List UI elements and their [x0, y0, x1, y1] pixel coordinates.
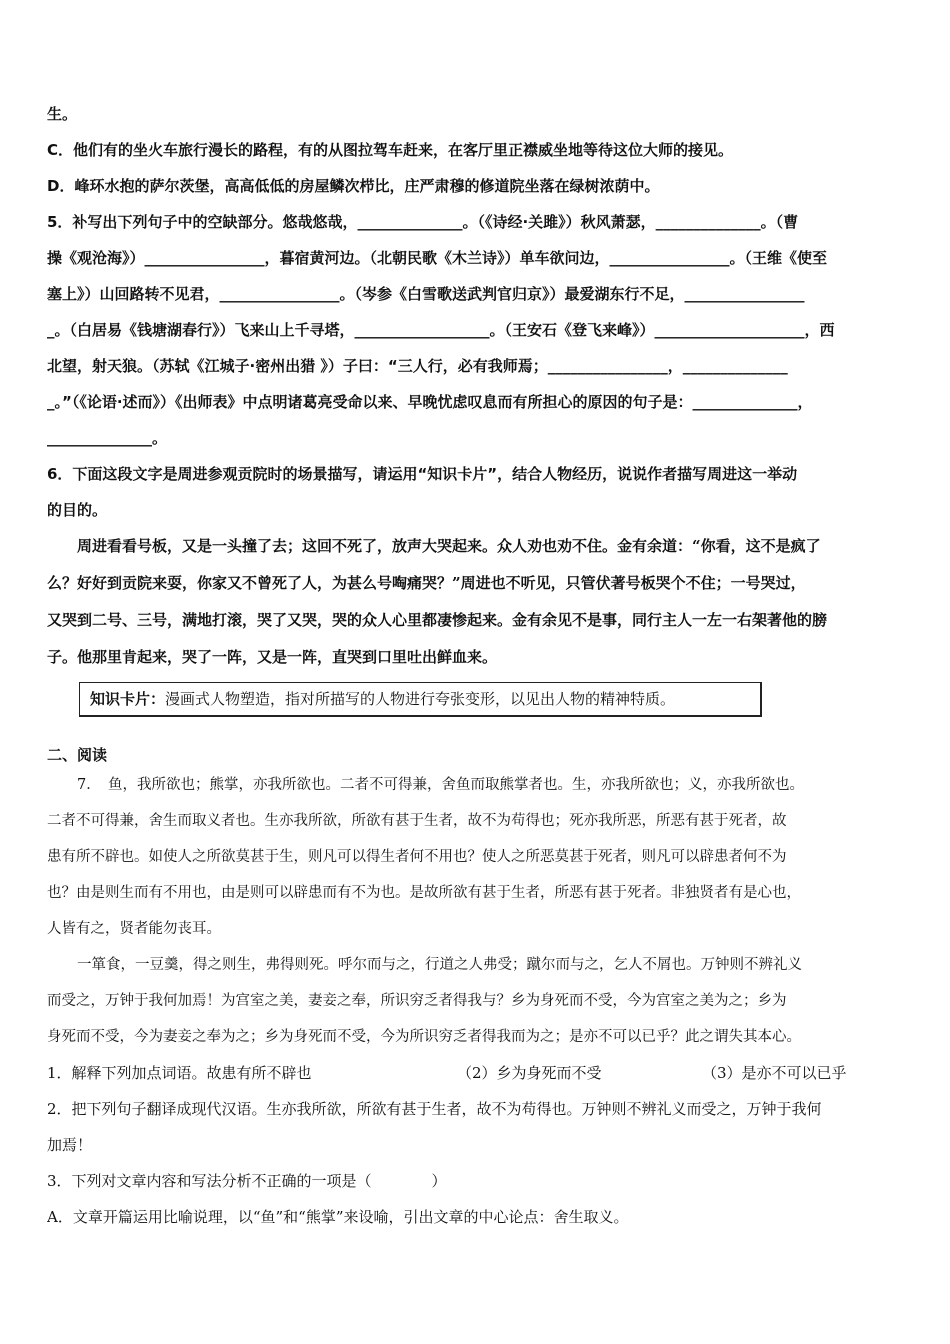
q6-passage-line: 么？好好到贡院来耍，你家又不曾死了人，为甚么号啕痛哭？”周进也不听见，只管伏著号板哭个不住；一号哭过，: [47, 574, 806, 592]
section-heading: 二、阅读: [47, 746, 108, 764]
passage-line: 7． 鱼，我所欲也；熊掌，亦我所欲也。二者不可得兼，舍鱼而取熊掌者也。生，亦我所欲也；义，亦我所欲也。: [77, 777, 804, 793]
q5-line: 操《观沧海》）________________，暮宿黄河边。（北朝民歌《木兰诗》）单车欲问边，________________。（王维《使至: [47, 249, 828, 267]
q5-line: 5．补写出下列句子中的空缺部分。悠哉悠哉，______________。（《诗经·关雎》）秋风萧瑟，______________。（曹: [47, 213, 799, 231]
q1-part-2: （2）乡为身死而不受: [457, 1064, 602, 1082]
reading-question-3: 3．下列对文章内容和写法分析不正确的一项是（ ）: [47, 1172, 447, 1190]
q6-prompt-line: 的目的。: [47, 501, 108, 519]
q6-passage-line: 又哭到二号、三号，满地打滚，哭了又哭，哭的众人心里都凄惨起来。金有余见不是事，同行主人一左一右架著他的膀: [47, 611, 828, 629]
q6-passage-line: 子。他那里肯起来，哭了一阵，又是一阵，直哭到口里吐出鲜血来。: [47, 648, 498, 666]
reading-question-1: [47, 1055, 907, 1091]
q5-line: ______________。: [47, 429, 168, 447]
q1-part-1: 1．解释下列加点词语。故患有所不辟也: [47, 1064, 312, 1082]
q5-line: 北望，射天狼。（苏轼《江城子·密州出猎 》）子曰：“三人行，必有我师焉；________________，______________: [47, 357, 788, 375]
passage-line: 而受之，万钟于我何加焉！为宫室之美，妻妾之奉，所识穷乏者得我与？乡为身死而不受，今为宫室之美为之；乡为: [47, 993, 787, 1009]
passage-line: 二者不可得兼，舍生而取义者也。生亦我所欲，所欲有甚于生者，故不为苟得也；死亦我所恶，所恶有甚于死者，故: [47, 813, 787, 829]
passage-line: 也？由是则生而有不用也，由是则可以辟患而有不为也。是故所欲有甚于生者，所恶有甚于死者。非独贤者有是心也，: [47, 885, 801, 901]
question-6: [47, 456, 907, 717]
q1-part-3: （3）是亦不可以已乎: [702, 1064, 847, 1082]
document-page: [47, 96, 907, 1235]
reading-passage: [47, 767, 907, 1055]
q6-passage-line: 周进看看号板，又是一头撞了去；这回不死了，放声大哭起来。众人劝也劝不住。金有余道：“你看，这不是疯了: [77, 537, 821, 555]
option-c: C．他们有的坐火车旅行漫长的路程，有的从图拉驾车赶来，在客厅里正襟威坐地等待这位大师的接见。: [47, 141, 734, 159]
option-d: D．峰环水抱的萨尔茨堡，高高低低的房屋鳞次栉比，庄严肃穆的修道院坐落在绿树浓荫中。: [47, 177, 660, 195]
knowledge-card-label: 知识卡片：: [90, 690, 166, 708]
passage-line: 人皆有之，贤者能勿丧耳。: [47, 921, 221, 937]
passage-line: 身死而不受，今为妻妾之奉为之；乡为身死而不受，今为所识穷乏者得我而为之；是亦不可以已乎？此之谓失其本心。: [47, 1029, 801, 1045]
knowledge-card-text: 漫画式人物塑造，指对所描写的人物进行夸张变形，以见出人物的精神特质。: [165, 690, 676, 708]
question-5: [47, 204, 907, 456]
q5-line: 塞上》）山回路转不见君，________________。（岑参《白雪歌送武判官归京》）最爱湖东行不足，________________: [47, 285, 805, 303]
q5-line: _。”（《论语·述而》）《出师表》中点明诸葛亮受命以来、早晚忧虑叹息而有所担心的原因的句子是：______________，: [47, 393, 813, 411]
passage-line: 一箪食，一豆羹，得之则生，弗得则死。呼尔而与之，行道之人弗受；蹴尔而与之，乞人不屑也。万钟则不辨礼义: [77, 957, 802, 973]
passage-line: 患有所不辟也。如使人之所欲莫甚于生，则凡可以得生者何不用也？使人之所恶莫甚于死者，则凡可以辟患者何不为: [47, 849, 787, 865]
q6-prompt-line: 6．下面这段文字是周进参观贡院时的场景描写，请运用“知识卡片”，结合人物经历，说说作者描写周进这一举动: [47, 465, 798, 483]
knowledge-card: [79, 682, 762, 717]
q5-line: _。（白居易《钱塘湖春行》）飞来山上千寻塔，__________________。（王安石《登飞来峰》）____________________，西: [47, 321, 835, 339]
reading-question-2-line: 加焉！: [47, 1136, 93, 1154]
q3-option-a: A．文章开篇运用比喻说理，以“鱼”和“熊掌”来设喻，引出文章的中心论点：舍生取义。: [47, 1208, 629, 1226]
option-line-tail: 生。: [47, 105, 78, 123]
reading-question-2-line: 2．把下列句子翻译成现代汉语。生亦我所欲，所欲有甚于生者，故不为苟得也。万钟则不辨礼义而受之，万钟于我何: [47, 1100, 822, 1118]
